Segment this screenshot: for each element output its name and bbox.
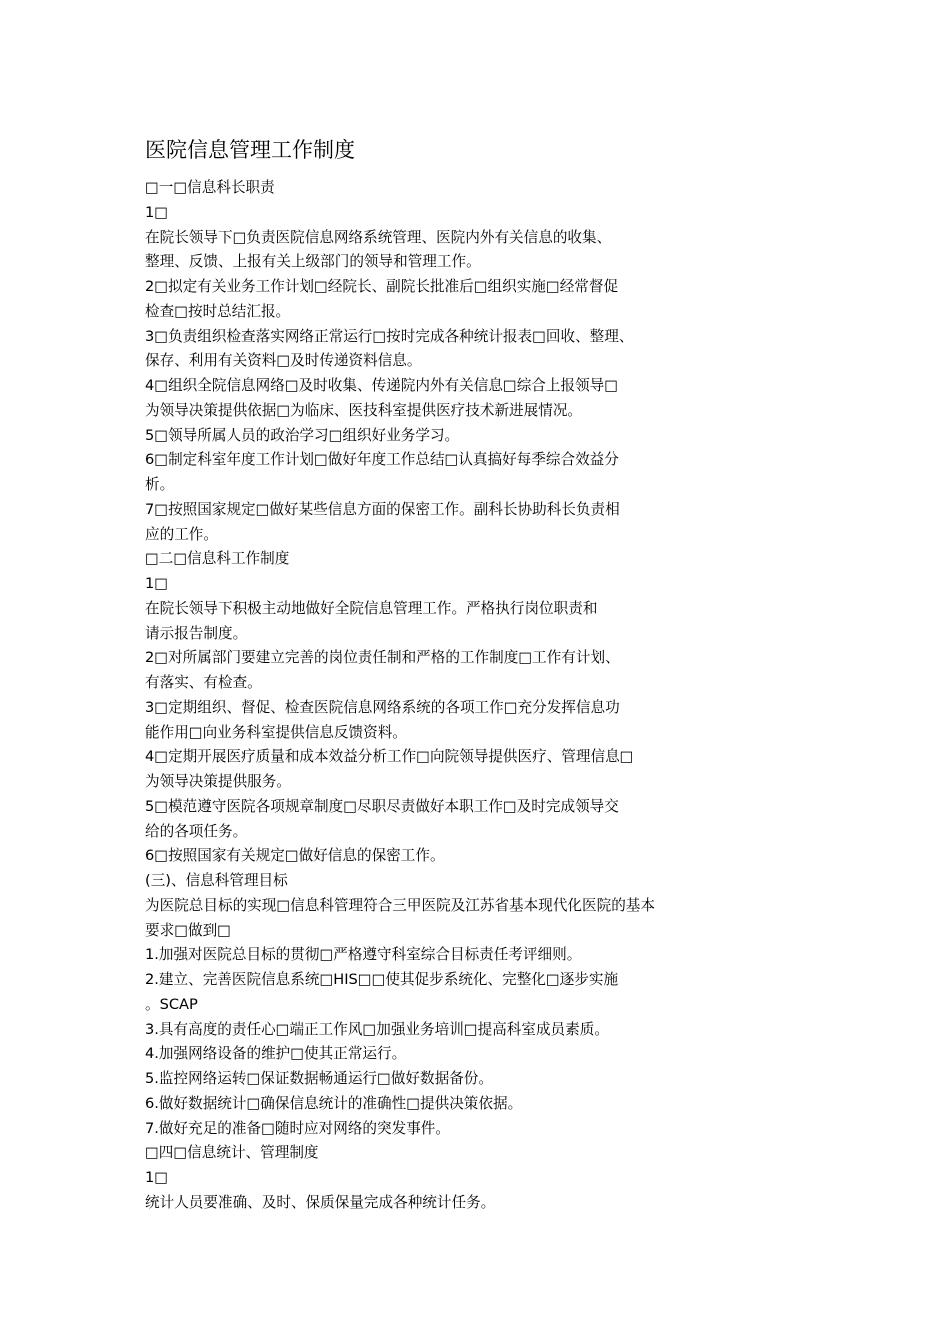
text-line: 要求□做到□: [145, 921, 231, 939]
text-line: 3.具有高度的责任心□端正工作风□加强业务培训□提高科室成员素质。: [145, 1020, 609, 1038]
text-line: 4□定期开展医疗质量和成本效益分析工作□向院领导提供医疗、管理信息□: [145, 748, 634, 766]
text-line: 2□对所属部门要建立完善的岗位责任制和严格的工作制度□工作有计划、: [145, 649, 620, 667]
text-line: □二□信息科工作制度: [145, 550, 290, 568]
document-title: 医院信息管理工作制度: [145, 138, 355, 162]
text-line: 整理、反馈、上报有关上级部门的领导和管理工作。: [145, 253, 481, 271]
text-line: 统计人员要准确、及时、保质保量完成各种统计任务。: [145, 1193, 496, 1211]
text-line: 应的工作。: [145, 525, 218, 543]
text-line: 1□: [145, 575, 169, 592]
text-line: 检查□按时总结汇报。: [145, 302, 291, 320]
text-line: 给的各项任务。: [145, 822, 248, 840]
text-line: 4.加强网络设备的维护□使其正常运行。: [145, 1045, 407, 1063]
text-line: 1□: [145, 203, 169, 221]
text-line: 3□负责组织检查落实网络正常运行□按时完成各种统计报表□回收、整理、: [145, 327, 634, 345]
text-line: 5□领导所属人员的政治学习□组织好业务学习。: [145, 426, 460, 444]
document-body: [145, 176, 845, 1216]
text-line: 6□制定科室年度工作计划□做好年度工作总结□认真搞好每季综合效益分: [145, 451, 619, 469]
text-line: 请示报告制度。: [145, 624, 248, 642]
text-line: 6□按照国家有关规定□做好信息的保密工作。: [145, 847, 445, 865]
text-line: 6.做好数据统计□确保信息统计的准确性□提供决策依据。: [145, 1094, 523, 1112]
text-line: 2□拟定有关业务工作计划□经院长、副院长批准后□组织实施□经常督促: [145, 278, 619, 295]
text-line: 析。: [145, 476, 175, 493]
text-line: □四□信息统计、管理制度: [145, 1144, 319, 1162]
text-line: 2.建立、完善医院信息系统□HIS□□使其促步系统化、完整化□逐步实施: [145, 971, 619, 988]
text-line: 1□: [145, 1169, 169, 1186]
text-line: □一□信息科长职责: [145, 179, 275, 196]
text-line: 。SCAP: [145, 995, 198, 1013]
text-line: 能作用□向业务科室提供信息反馈资料。: [145, 723, 407, 741]
text-line: (三)、信息科管理目标: [145, 872, 288, 889]
text-line: 有落实、有检查。: [145, 674, 262, 691]
text-line: 为领导决策提供依据□为临床、医技科室提供医疗技术新进展情况。: [145, 401, 583, 419]
text-line: 保存、利用有关资料□及时传递资料信息。: [145, 352, 422, 370]
text-line: 4□组织全院信息网络□及时收集、传递院内外有关信息□综合上报领导□: [145, 377, 619, 394]
text-line: 5□模范遵守医院各项规章制度□尽职尽责做好本职工作□及时完成领导交: [145, 797, 619, 815]
text-line: 7□按照国家规定□做好某些信息方面的保密工作。副科长协助科长负责相: [145, 500, 620, 518]
text-line: 5.监控网络运转□保证数据畅通运行□做好数据备份。: [145, 1070, 493, 1087]
text-line: 在院长领导下积极主动地做好全院信息管理工作。严格执行岗位职责和: [145, 599, 598, 617]
text-line: 在院长领导下□负责医院信息网络系统管理、医院内外有关信息的收集、: [145, 228, 612, 246]
text-line: 为领导决策提供服务。: [145, 773, 291, 790]
text-line: 为医院总目标的实现□信息科管理符合三甲医院及江苏省基本现代化医院的基本: [145, 896, 655, 914]
text-line: 7.做好充足的准备□随时应对网络的突发事件。: [145, 1119, 450, 1137]
text-line: 3□定期组织、督促、检查医院信息网络系统的各项工作□充分发挥信息功: [145, 698, 620, 716]
text-line: 1.加强对医院总目标的贯彻□严格遵守科室综合目标责任考评细则。: [145, 946, 582, 964]
